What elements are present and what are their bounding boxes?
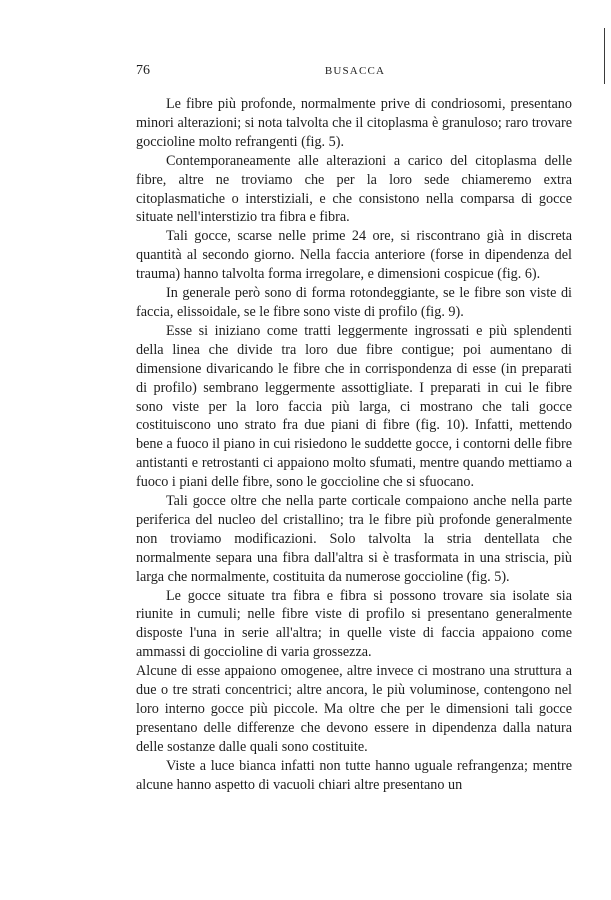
paragraph: In generale però sono di forma rotondeggiante, se le fibre son viste di faccia, elissoidale, se le fibre sono viste di profilo (fig. 9). bbox=[136, 285, 572, 320]
paragraph: Viste a luce bianca infatti non tutte hanno uguale refrangenza; mentre alcune hanno aspetto di vacuoli chiari altre presentano un bbox=[136, 757, 572, 793]
page-edge-mark bbox=[604, 28, 605, 84]
paragraph: Contemporaneamente alle alterazioni a carico del citoplasma delle fibre, altre ne troviamo che per la loro sede chiameremo extra citoplasmatiche o interstiziali, e che consistono nella comparsa di gocce situate nell'interstizio tra fibra e fibra. bbox=[136, 152, 572, 226]
body-text bbox=[136, 95, 572, 795]
paragraph: Tali gocce oltre che nella parte corticale compaiono anche nella parte periferica del nucleo del cristallino; tra le fibre più profonde generalmente non troviamo modificazioni. Solo talvolta la stria dentellata che normalmente separa una fibra dall'altra si è trasformata in una striscia, più larga che normalmente, costituita da numerose goccioline (fig. 5). bbox=[136, 493, 572, 585]
paragraph: Tali gocce, scarse nelle prime 24 ore, si riscontrano già in discreta quantità al secondo giorno. Nella faccia anteriore (forse in dipendenza del trauma) hanno talvolta forma irregolare, e dimensioni cospicue (fig. 6). bbox=[136, 228, 572, 283]
page-number: 76 bbox=[136, 63, 150, 78]
paragraph: Le gocce situate tra fibra e fibra si possono trovare sia isolate sia riunite in cumuli; nelle fibre viste di profilo si presentano generalmente disposte l'una in serie all'altra; in quelle viste di faccia appaiono come ammassi di goccioline di varia grossezza. bbox=[136, 587, 572, 661]
paragraph: Alcune di esse appaiono omogenee, altre invece ci mostrano una struttura a due o tre strati concentrici; altre ancora, le più voluminose, contengono nel loro interno gocce più piccole. Ma oltre che per le dimensioni tali gocce presentano delle differenze che devono essere in dipendenza dalla natura delle sostanze dalle quali sono costituite. bbox=[136, 663, 572, 755]
paragraph: Le fibre più profonde, normalmente prive di condriosomi, presentano minori alterazioni; si nota talvolta che il citoplasma è granuloso; raro trovare goccioline molto refrangenti (fig. 5). bbox=[136, 96, 572, 150]
paragraph: Esse si iniziano come tratti leggermente ingrossati e più splendenti della linea che divide tra loro due fibre contigue; poi aumentano di dimensione divaricando le fibre che in corrispondenza di esse (in preparati di profilo) sembrano leggermente assottigliate. I preparati in cui le fibre sono viste per la loro faccia più larga, ci mostrano che tali gocce costituiscono uno strato fra due piani di fibre (fig. 10). Infatti, mettendo bene a fuoco il piano in cui risiedono le suddette gocce, i contorni delle fibre antistanti e retrostanti ci appaiono molto sfumati, mentre quando mettiamo a fuoco i piani delle fibre, sono le goccioline che si sfuocano. bbox=[136, 322, 572, 491]
page-header bbox=[136, 63, 574, 83]
running-head: BUSACCA bbox=[324, 65, 386, 77]
